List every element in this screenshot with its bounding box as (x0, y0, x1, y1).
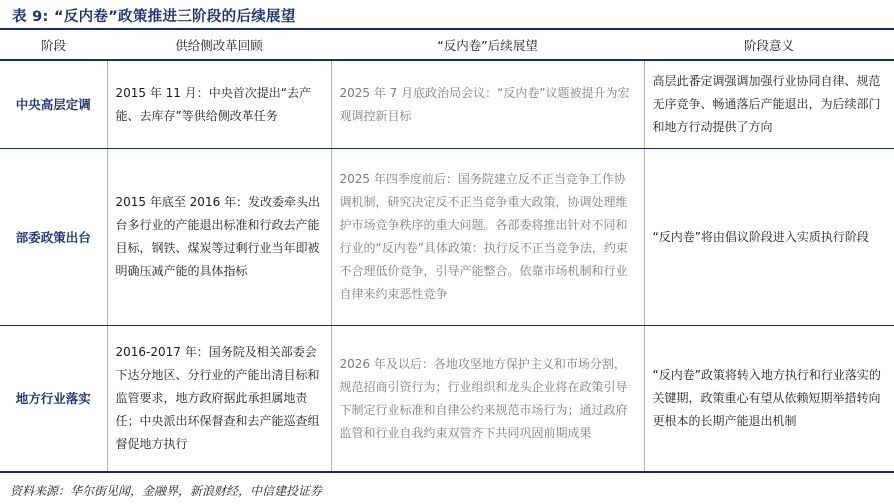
reform-cell: 2015 年 11 月：中央首次提出“去产能、去库存”等供给侧改革任务 (107, 60, 331, 149)
meaning-cell: 高层此番定调强调加强行业协同自律、规范无序竞争、畅通落后产能退出，为后续部门和地方行动提供了方向 (644, 60, 894, 149)
header-anti-involution-outlook: “反内卷”后续展望 (331, 30, 644, 60)
outlook-cell: 2025 年四季度前后：国务院建立反不正当竞争工作协调机制，研究决定反不正当竞争重大政策，协调处理维护市场竞争秩序的重大问题。各部委将推出针对不同和行业的“反内卷”具体政策：执行反不正当竞争法，约束不合理低价竞争，引导产能整合。依靠市场机制和行业自律来约束恶性竞争 (331, 149, 644, 326)
header-stage-significance: 阶段意义 (644, 30, 894, 60)
meaning-cell: “反内卷”将由倡议阶段进入实质执行阶段 (644, 149, 894, 326)
header-supply-side-review: 供给侧改革回顾 (107, 30, 331, 60)
table-header-row (0, 30, 894, 60)
stage-cell: 部委政策出台 (0, 149, 107, 326)
reform-cell: 2015 年底至 2016 年：发改委牵头出台多行业的产能退出标准和行政去产能目标，钢铁、煤炭等过剩行业当年即被明确压减产能的具体指标 (107, 149, 331, 326)
table-title: 表 9: “反内卷”政策推进三阶段的后续展望 (12, 9, 296, 25)
source-note: 资料来源：华尔街见闻，金融界，新浪财经，中信建投证券 (10, 484, 323, 498)
outlook-cell: 2025 年 7 月底政治局会议：“反内卷”议题被提升为宏观调控新目标 (331, 60, 644, 149)
table-row (0, 149, 894, 326)
stage-cell: 中央高层定调 (0, 60, 107, 149)
meaning-cell: “反内卷”政策将转入地方执行和行业落实的关键期，政策重心有望从依赖短期举措转向更根本的长期产能退出机制 (644, 326, 894, 473)
header-stage: 阶段 (0, 30, 107, 60)
policy-stage-table (0, 30, 894, 473)
reform-cell: 2016-2017 年：国务院及相关部委会下达分地区、分行业的产能出清目标和监管要求，地方政府据此承担属地责任；中央派出环保督查和去产能巡查组督促地方执行 (107, 326, 331, 473)
stage-cell: 地方行业落实 (0, 326, 107, 473)
table-row (0, 60, 894, 149)
table-row (0, 326, 894, 473)
outlook-cell: 2026 年及以后：各地攻坚地方保护主义和市场分割，规范招商引资行为；行业组织和龙头企业将在政策引导下制定行业标准和自律公约来规范市场行为；通过政府监管和行业自我约束双管齐下共同巩固前期成果 (331, 326, 644, 473)
